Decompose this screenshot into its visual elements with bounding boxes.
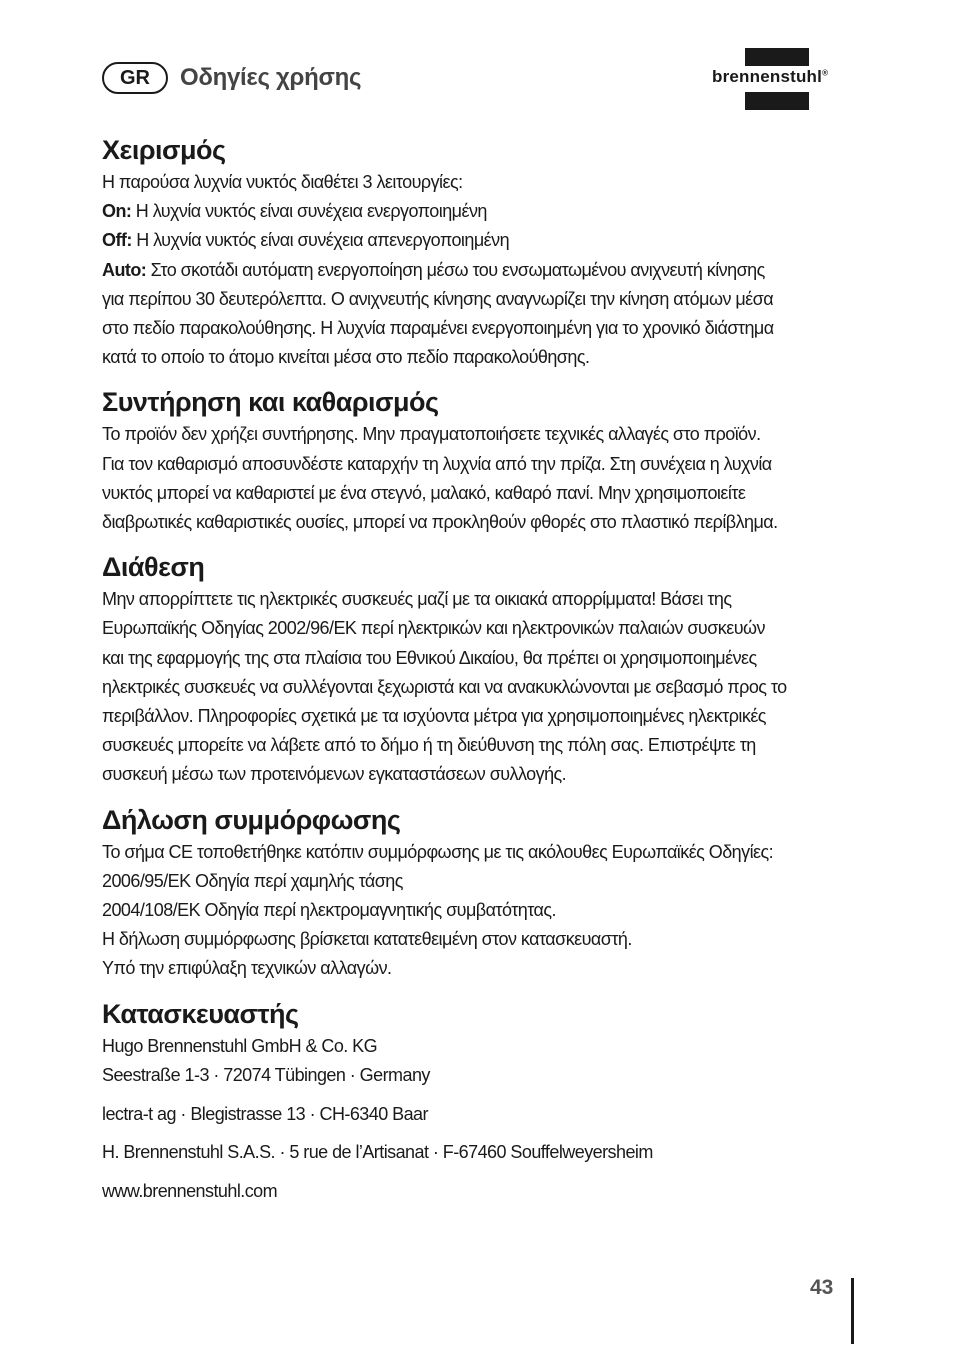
operation-auto-line: για περίπου 30 δευτερόλεπτα. Ο ανιχνευτής κίνησης αναγνωρίζει την κίνηση ατόμων μέσα — [102, 288, 774, 309]
on-label: On: — [102, 201, 132, 222]
logo-registered-mark: ® — [822, 68, 829, 78]
manufacturer-website: www.brennenstuhl.com — [102, 1180, 278, 1201]
disposal-line: συσκευές μπορείτε να λάβετε από το δήμο ή τη διεύθυνση της πόλη σας. Επιστρέψτε τη — [102, 735, 756, 756]
conformity-line: Η δήλωση συμμόρφωσης βρίσκεται κατατεθειμένη στον κατασκευαστή. — [102, 929, 632, 950]
section-operation — [102, 132, 862, 372]
logo-wordmark — [712, 67, 828, 87]
conformity-line: Το σήμα CE τοποθετήθηκε κατόπιν συμμόρφωσης με τις ακόλουθες Ευρωπαϊκές Οδηγίες: — [102, 841, 774, 862]
on-text: Η λυχνία νυκτός είναι συνέχεια ενεργοποιημένη — [131, 201, 487, 222]
document-body — [102, 132, 862, 1218]
disposal-line: ηλεκτρικές συσκευές να συλλέγονται ξεχωριστά και να ανακυκλώνονται με σεβασμό προς το — [102, 676, 787, 697]
disposal-line: Ευρωπαϊκής Οδηγίας 2002/96/ΕΚ περί ηλεκτρικών και ηλεκτρονικών παλαιών συσκευών — [102, 618, 765, 639]
operation-auto — [102, 256, 862, 285]
header-title: Οδηγίες χρήσης — [180, 64, 362, 91]
section-maintenance — [102, 384, 862, 537]
heading-conformity: Δήλωση συμμόρφωσης — [102, 804, 401, 835]
operation-on — [102, 197, 862, 226]
disposal-line: συσκευή μέσω των προτεινόμενων εγκαταστάσεων συλλογής. — [102, 764, 567, 785]
off-text: Η λυχνία νυκτός είναι συνέχεια απενεργοποιημένη — [131, 230, 510, 251]
manufacturer-ch-address: lectra-t ag · Blegistrasse 13 · CH-6340 Baar — [102, 1103, 428, 1124]
section-manufacturer — [102, 996, 862, 1207]
heading-disposal: Διάθεση — [102, 552, 205, 583]
auto-label: Auto: — [102, 259, 147, 280]
section-disposal — [102, 549, 862, 789]
conformity-line: 2006/95/ΕΚ Οδηγία περί χαμηλής τάσης — [102, 870, 403, 891]
operation-auto-line: στο πεδίο παρακολούθησης. Η λυχνία παραμένει ενεργοποιημένη για το χρονικό διάστημα — [102, 318, 774, 339]
disposal-line: περιβάλλον. Πληροφορίες σχετικά με τα ισχύοντα μέτρα για χρησιμοποιημένες ηλεκτρικές — [102, 706, 766, 727]
section-conformity — [102, 802, 862, 984]
heading-operation: Χειρισμός — [102, 135, 226, 165]
manufacturer-address: Seestraße 1-3 · 72074 Tübingen · Germany — [102, 1065, 430, 1086]
logo-bar-top — [745, 48, 809, 66]
manufacturer-fr-address: H. Brennenstuhl S.A.S. · 5 rue de l’Artisanat · F-67460 Souffelweyersheim — [102, 1142, 653, 1163]
heading-manufacturer: Κατασκευαστής — [102, 998, 299, 1029]
manufacturer-company: Hugo Brennenstuhl GmbH & Co. KG — [102, 1035, 378, 1056]
logo-brand: brennenstuhl — [712, 67, 823, 86]
conformity-line: Υπό την επιφύλαξη τεχνικών αλλαγών. — [102, 958, 392, 979]
conformity-line: 2004/108/ΕΚ Οδηγία περί ηλεκτρομαγνητικής συμβατότητας. — [102, 900, 556, 921]
language-badge: GR — [102, 62, 168, 94]
operation-intro: Η παρούσα λυχνία νυκτός διαθέτει 3 λειτουργίες: — [102, 172, 463, 192]
page-header — [102, 60, 361, 96]
page-number: 43 — [810, 1276, 834, 1299]
operation-auto-line: κατά το οποίο το άτομο κινείται μέσα στο πεδίο παρακολούθησης. — [102, 347, 590, 368]
disposal-line: Μην απορρίπτετε τις ηλεκτρικές συσκευές μαζί με τα οικιακά απορρίμματα! Βάσει της — [102, 589, 732, 610]
maintenance-line: Το προϊόν δεν χρήζει συντήρησης. Μην πραγματοποιήσετε τεχνικές αλλαγές στο προϊόν. — [102, 424, 761, 445]
auto-text: Στο σκοτάδι αυτόματη ενεργοποίηση μέσω του ενσωματωμένου ανιχνευτή κίνησης — [146, 259, 765, 280]
maintenance-line: διαβρωτικές καθαριστικές ουσίες, μπορεί να προκληθούν φθορές στο πλαστικό περίβλημα. — [102, 512, 778, 533]
maintenance-line: νυκτός μπορεί να καθαριστεί με ένα στεγνό, μαλακό, καθαρό πανί. Μην χρησιμοποιείτε — [102, 482, 746, 503]
logo-bar-bottom — [745, 92, 809, 110]
page-edge-rule — [851, 1278, 854, 1344]
maintenance-line: Για τον καθαρισμό αποσυνδέστε καταρχήν τη λυχνία από την πρίζα. Στη συνέχεια η λυχνία — [102, 453, 772, 474]
disposal-line: και της εφαρμογής της στα πλαίσια του Εθνικού Δικαίου, θα πρέπει οι χρησιμοποιημένες — [102, 647, 757, 668]
heading-maintenance: Συντήρηση και καθαρισμός — [102, 387, 439, 418]
off-label: Off: — [102, 230, 132, 251]
operation-off — [102, 226, 862, 255]
brand-logo — [712, 48, 858, 112]
